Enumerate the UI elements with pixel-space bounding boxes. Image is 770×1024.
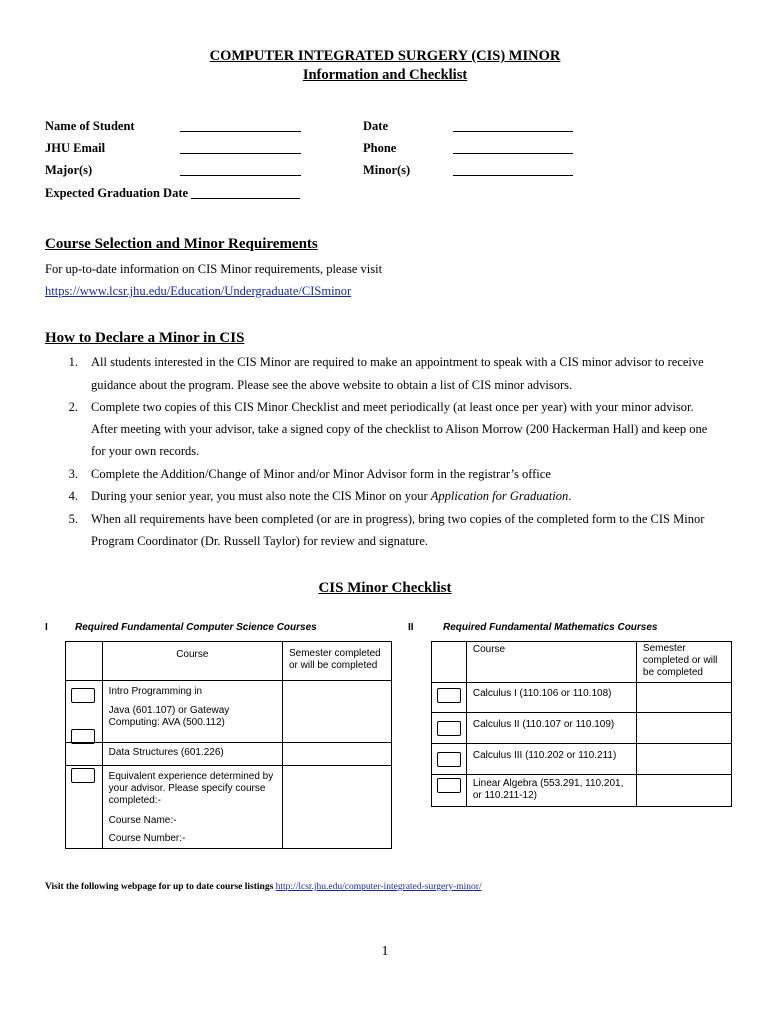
declare-heading: How to Declare a Minor in CIS: [45, 330, 245, 346]
step-number: 5.: [68, 512, 78, 526]
step-text: Program Coordinator (Dr. Russell Taylor) for review and signature.: [91, 534, 429, 548]
calculus-1-checkbox[interactable]: [437, 688, 461, 703]
table-row: [66, 766, 392, 849]
step-number: 3.: [68, 467, 78, 481]
step-text: After meeting with your advisor, take a signed copy of the checklist to Alison Morrow (200 Hackerman Hall) and keep one: [91, 422, 708, 436]
course-name-prompt: Course Name:-: [108, 815, 177, 826]
email-label: JHU Email: [45, 141, 106, 155]
math-section-roman: II: [408, 622, 414, 633]
course-name: Java (601.107) or Gateway Computing: AVA (500.112): [108, 704, 230, 728]
date-field[interactable]: [453, 131, 573, 132]
page-title: COMPUTER INTEGRATED SURGERY (CIS) MINOR: [209, 48, 561, 64]
semester-cell[interactable]: [636, 683, 731, 713]
step-text: Complete two copies of this CIS Minor Checklist and meet periodically (at least once per year) with your minor advisor.: [91, 400, 694, 414]
phone-label: Phone: [363, 141, 397, 155]
table-row: [432, 775, 732, 807]
course-name: Data Structures (601.226): [108, 747, 224, 758]
name-label: Name of Student: [45, 119, 135, 133]
graduation-label: Expected Graduation Date: [45, 186, 189, 200]
step-text: All students interested in the CIS Minor are required to make an appointment to speak with a CIS minor advisor to receive: [91, 355, 704, 369]
math-col-course: Course: [472, 644, 506, 655]
minors-label: Minor(s): [363, 163, 411, 177]
semester-cell[interactable]: [282, 743, 391, 766]
step-text: for your own records.: [91, 444, 200, 458]
date-label: Date: [363, 119, 388, 133]
page-subtitle: Information and Checklist: [302, 67, 468, 83]
java-gateway-checkbox[interactable]: [71, 729, 95, 744]
semester-cell[interactable]: [282, 766, 391, 849]
cs-col-semester: Semester completed or will be completed: [288, 648, 381, 671]
math-course-table: [431, 641, 732, 807]
email-field[interactable]: [180, 153, 301, 154]
step-text: When all requirements have been completed (or are in progress), bring two copies of the completed form to the CIS Minor: [91, 512, 705, 526]
semester-cell[interactable]: [636, 775, 731, 807]
table-row: [432, 713, 732, 744]
step-text: During your senior year, you must also note the CIS Minor on your Application for Graduation.: [91, 489, 572, 503]
step-text: Complete the Addition/Change of Minor and/or Minor Advisor form in the registrar’s office: [91, 467, 551, 481]
cs-course-table: [65, 641, 392, 849]
table-row: [432, 744, 732, 775]
course-name: Intro Programming in: [108, 686, 203, 697]
name-field[interactable]: [180, 131, 301, 132]
course-name: Calculus II (110.107 or 110.109): [472, 719, 615, 730]
semester-cell[interactable]: [636, 713, 731, 744]
course-name: Calculus III (110.202 or 110.211): [472, 750, 617, 761]
semester-cell[interactable]: [636, 744, 731, 775]
application-emphasis: Application for Graduation: [430, 489, 569, 503]
step-number: 2.: [68, 400, 78, 414]
table-row: [66, 743, 392, 766]
majors-field[interactable]: [180, 175, 301, 176]
math-col-semester: Semester completed or will be completed: [642, 643, 718, 678]
course-selection-intro: For up-to-date information on CIS Minor requirements, please visit: [45, 262, 383, 276]
step-number: 4.: [68, 489, 78, 503]
intro-programming-checkbox[interactable]: [71, 688, 95, 703]
course-number-prompt: Course Number:-: [108, 833, 186, 844]
calculus-2-checkbox[interactable]: [437, 721, 461, 736]
majors-label: Major(s): [45, 163, 93, 177]
cs-col-course: Course: [176, 649, 209, 660]
table-row: [432, 683, 732, 713]
step-text: guidance about the program. Please see the above website to obtain a list of CIS minor advisors.: [91, 378, 573, 392]
course-listings-link[interactable]: http://lcsr.jhu.edu/computer-integrated-surgery-minor/: [275, 882, 482, 892]
footer-note: Visit the following webpage for up to date course listings http://lcsr.jhu.edu/computer-integrated-surgery-minor/: [45, 882, 482, 892]
course-name: Linear Algebra (553.291, 110.201, or 110.211-12): [472, 778, 624, 801]
equivalent-experience-checkbox[interactable]: [71, 768, 95, 783]
course-name: Equivalent experience determined by your advisor. Please specify course completed:-: [108, 771, 274, 806]
cs-section-title: Required Fundamental Computer Science Courses: [75, 622, 317, 633]
checklist-heading: CIS Minor Checklist: [318, 580, 452, 596]
course-selection-heading: Course Selection and Minor Requirements: [45, 236, 318, 252]
math-section-title: Required Fundamental Mathematics Courses: [443, 622, 658, 633]
calculus-3-checkbox[interactable]: [437, 752, 461, 767]
graduation-field[interactable]: [191, 198, 300, 199]
cis-minor-link[interactable]: https://www.lcsr.jhu.edu/Education/Undergraduate/CISminor: [45, 284, 352, 298]
minors-field[interactable]: [453, 175, 573, 176]
step-number: 1.: [68, 355, 78, 369]
course-name: Calculus I (110.106 or 110.108): [472, 688, 612, 699]
cs-section-roman: I: [45, 622, 48, 633]
phone-field[interactable]: [453, 153, 573, 154]
semester-cell[interactable]: [282, 681, 391, 743]
page-number: 1: [381, 944, 389, 959]
linear-algebra-checkbox[interactable]: [437, 778, 461, 793]
